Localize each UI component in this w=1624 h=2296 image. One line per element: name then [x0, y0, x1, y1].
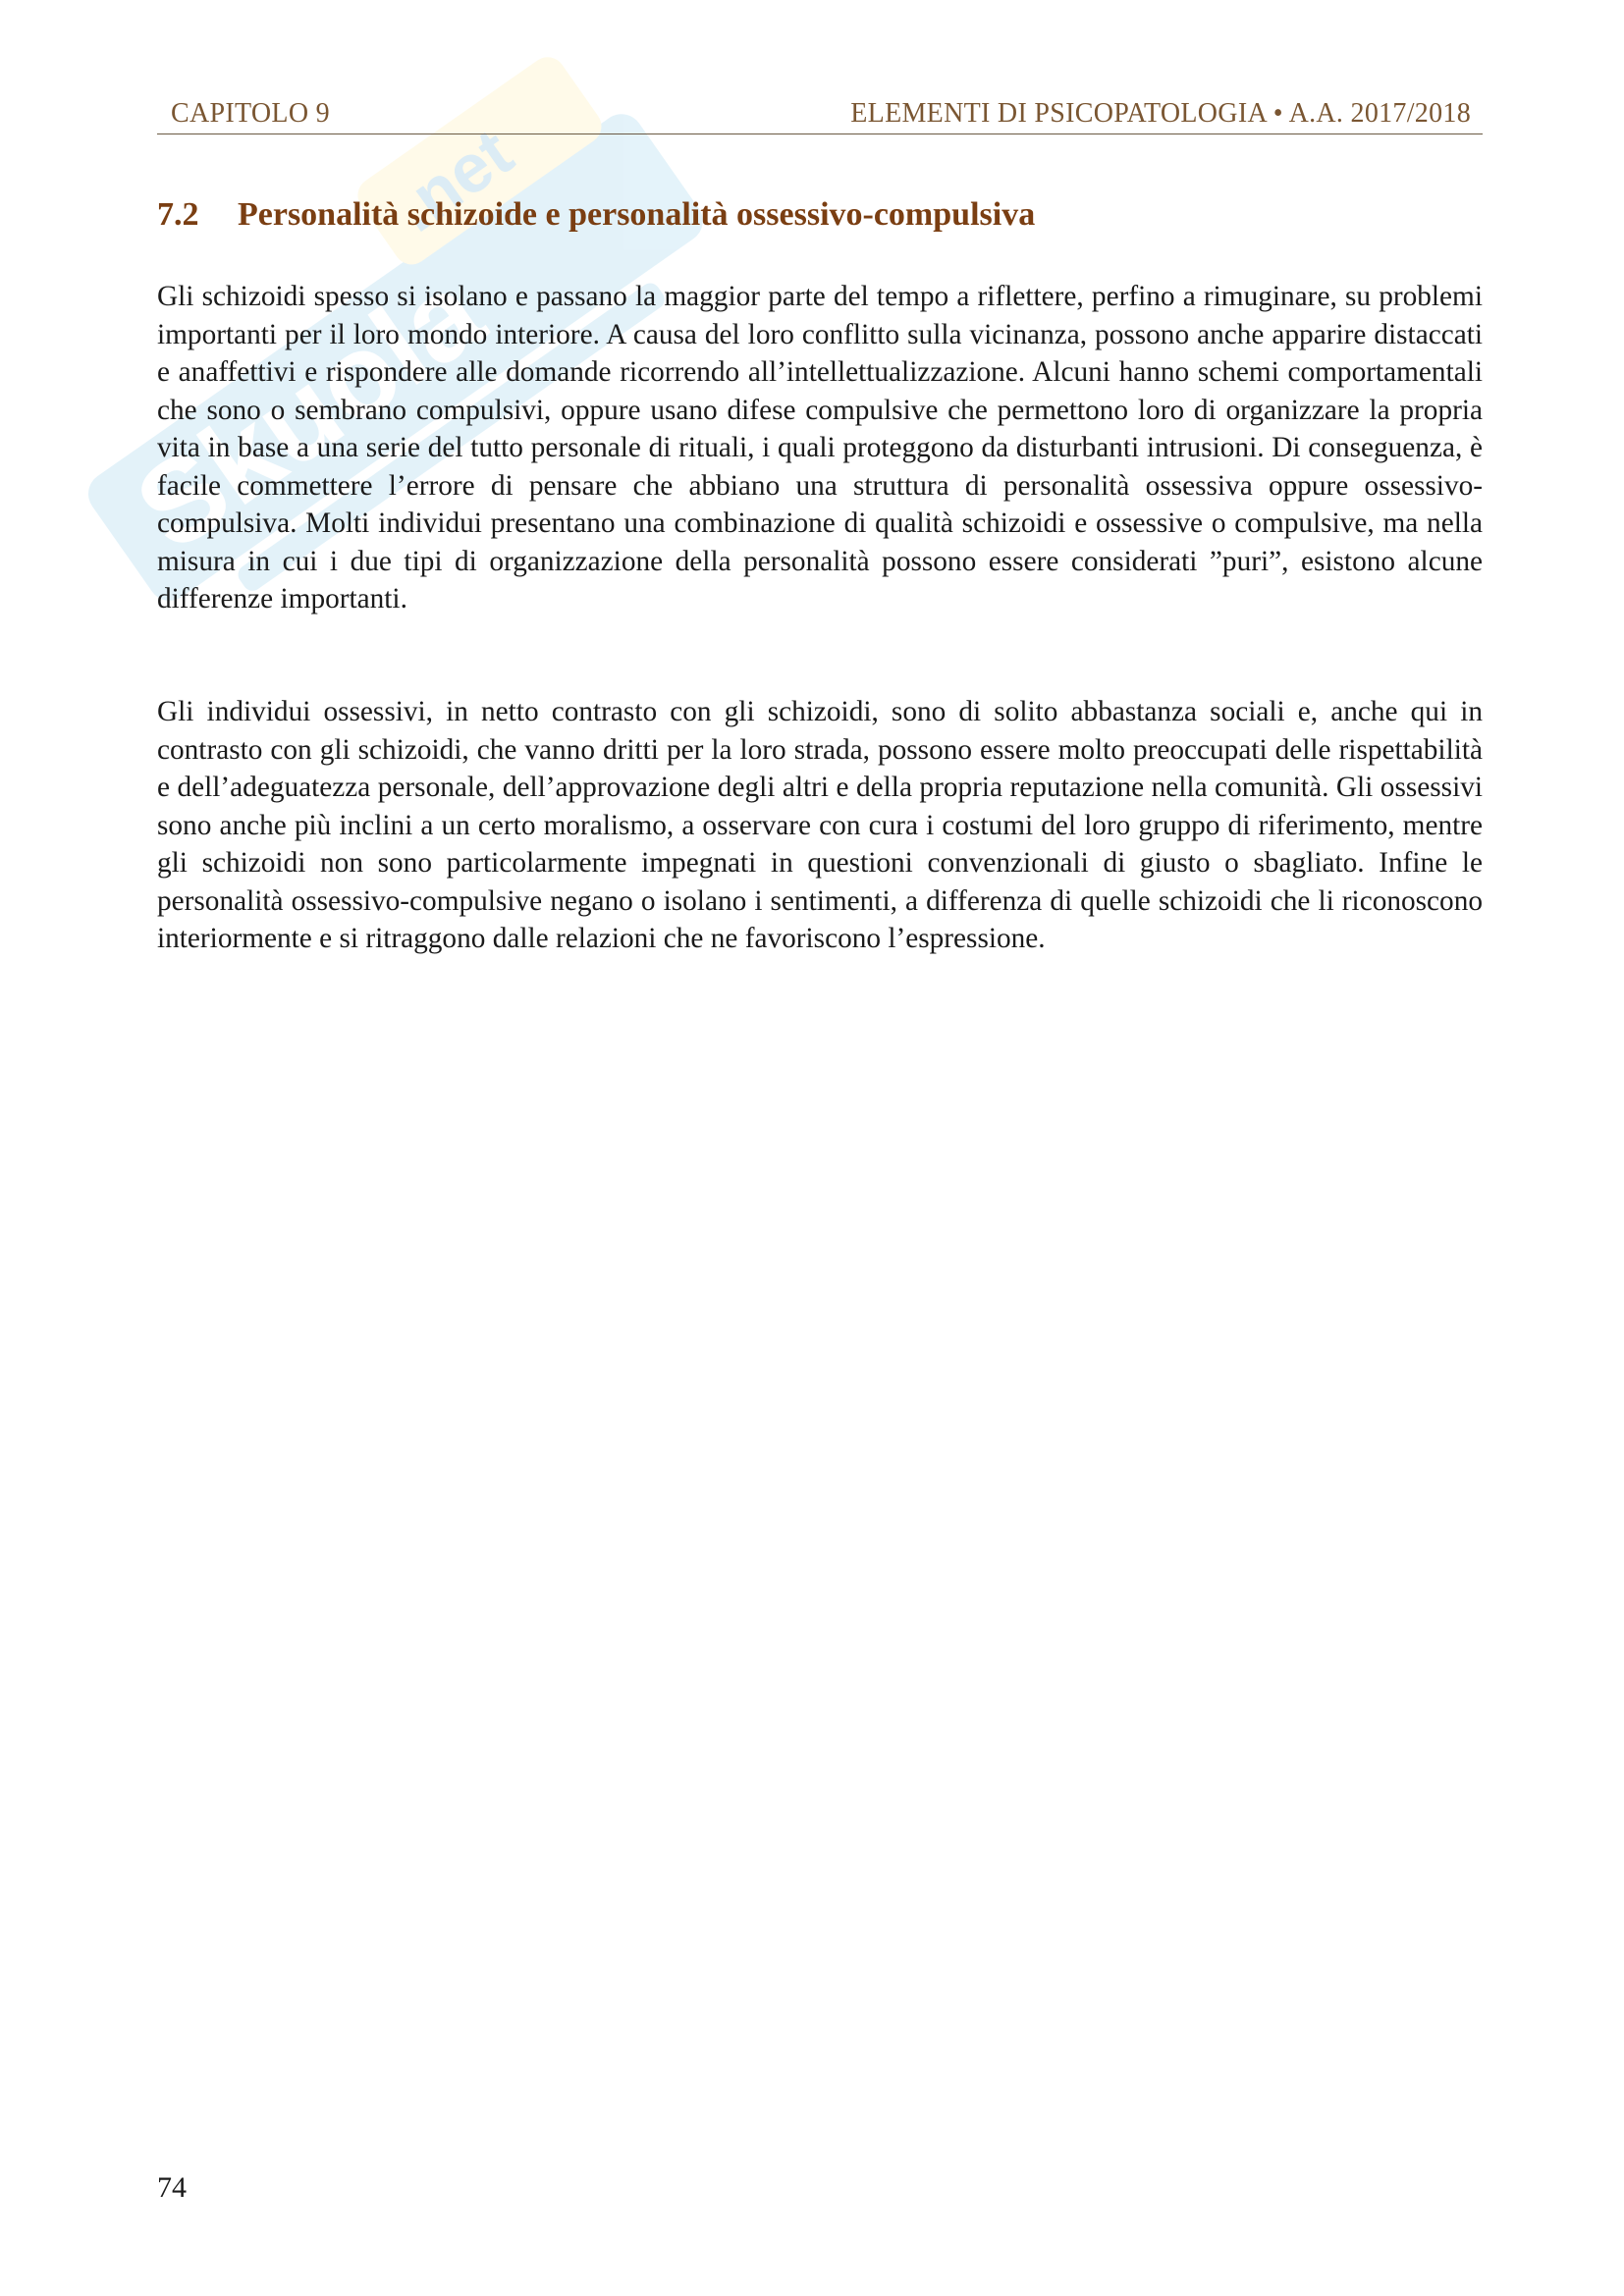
body-paragraph-2: Gli individui ossessivi, in netto contrasto con gli schizoidi, sono di solito abbastanza sociali e, anche qui in contrasto con gli schizoidi, che vanno dritti per la loro strada, possono essere molto preoccupati delle rispettabilità e dell’adeguatezza personale, dell’approvazione degli altri e della propria reputazione nella comunità. Gli ossessivi sono anche più inclini a un certo moralismo, a osservare con cura i costumi del loro gruppo di riferimento, mentre gli schizoidi non sono particolarmente impegnati in questioni convenzionali di giusto o sbagliato. Infine le personalità ossessivo-compulsive negano o isolano i sentimenti, a differenza di quelle schizoidi che li riconoscono interiormente e si ritraggono dalle relazioni che ne favoriscono l’espressione.: [157, 696, 1483, 954]
section-number: 7.2: [157, 196, 199, 233]
running-header: [157, 94, 1483, 134]
svg-text:Skuola: Skuola: [113, 245, 506, 576]
header-chapter: CAPITOLO 9: [171, 98, 330, 129]
page-number: 74: [157, 2171, 187, 2204]
header-course-title: ELEMENTI DI PSICOPATOLOGIA • A.A. 2017/2018: [850, 98, 1471, 129]
section-title: Personalità schizoide e personalità ossessivo-compulsiva: [238, 196, 1036, 233]
svg-text:.net: .net: [381, 113, 526, 247]
body-paragraph-1: Gli schizoidi spesso si isolano e passano la maggior parte del tempo a riflettere, perfino a rimuginare, su problemi importanti per il loro mondo interiore. A causa del loro conflitto sulla vicinanza, possono anche apparire distaccati e anaffettivi e rispondere alle domande ricorrendo all’intellettualizzazione. Alcuni hanno schemi comportamentali che sono o sembrano compulsivi, oppure usano difese compulsive che permettono loro di organizzare la propria vita in base a una serie del tutto personale di rituali, i quali proteggono da disturbanti intrusioni. Di conseguenza, è facile commettere l’errore di pensare che abbiano una struttura di personalità ossessiva oppure ossessivo-compulsiva. Molti individui presentano una combinazione di qualità schizoidi e ossessive o compulsive, ma nella misura in cui i due tipi di organizzazione della personalità possono essere considerati ”puri”, esistono alcune differenze importanti.: [157, 281, 1483, 614]
section-heading: [157, 196, 1035, 234]
